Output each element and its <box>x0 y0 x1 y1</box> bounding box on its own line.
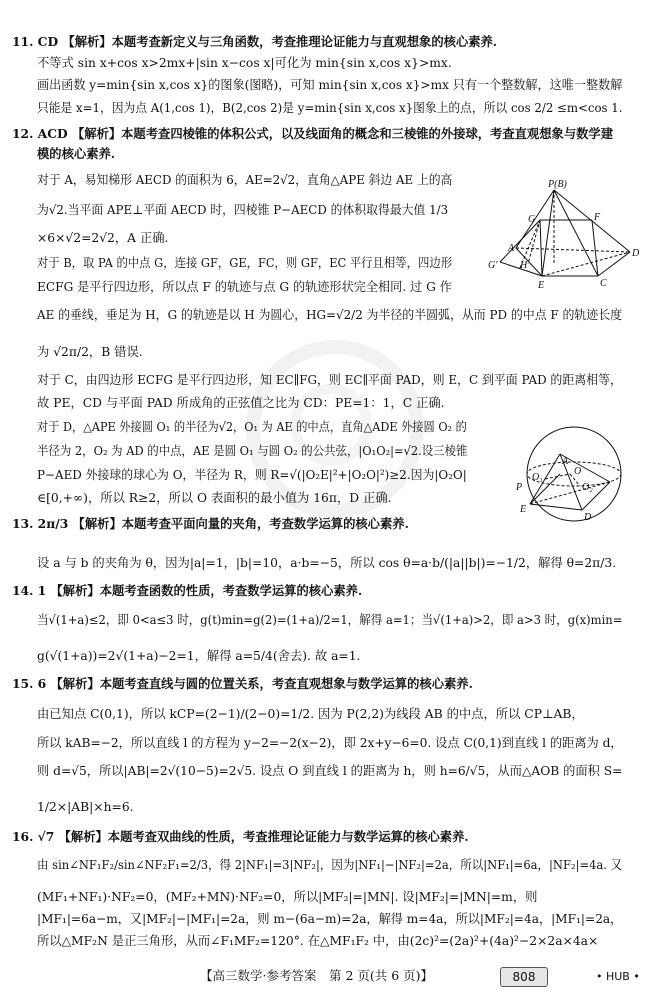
sphere-figure <box>510 424 645 524</box>
text-line: 设 a 与 b 的夹角为 θ，因为|a|=1，|b|=10，a·b=−5，所以 cos θ=a·b/(|a||b|)=−1/2，解得 θ=2π/3. <box>37 556 617 570</box>
text-line: 则 d=√5，所以|AB|=2√(10−5)=2√5. 设点 O 到直线 l 的距离为 h，则 h=6/√5，从而△AOB 的面积 S= <box>37 764 623 778</box>
label-H: H <box>520 260 528 271</box>
text-line: 1/2×|AB|×h=6. <box>37 800 134 814</box>
text-line: 14. 1 【解析】本题考查函数的性质，考查数学运算的核心素养. <box>12 583 363 598</box>
label-E: E <box>538 280 545 291</box>
text-line: 只能是 x=1，因为点 A(1,cos 1)，B(2,cos 2)是 y=min{sin x,cos x}图象上的点，所以 cos 2/2 ≤m<cos 1. <box>37 101 623 115</box>
text-line: 模的核心素养. <box>37 146 116 161</box>
text-line: |MF₁|=6a−m，又|MF₂|−|MF₁|=2a，则 m−(6a−m)=2a，解得 m=4a，所以|MF₂|=4a，|MF₁|=2a， <box>37 912 623 926</box>
label-C: C <box>600 278 607 289</box>
footer-title: 【高三数学·参考答案 第 2 页(共 6 页)】 <box>200 968 434 983</box>
label-G-prime: G' <box>488 260 498 271</box>
text-line: 对于 B，取 PA 的中点 G，连接 GF，GE，FC，则 GF，EC 平行且相等，四边形 <box>37 256 453 270</box>
text-line: 16. √7 【解析】本题考查双曲线的性质，考查推理论证能力与数学运算的核心素养. <box>12 829 469 844</box>
text-line: 当√(1+a)≤2，即 0<a≤3 时，g(t)min=g(2)=(1+a)/2=1，解得 a=1；当√(1+a)>2，即 a>3 时，g(x)min= <box>37 613 623 627</box>
label-P: P(B) <box>548 179 567 190</box>
label-F: F <box>594 212 601 223</box>
footer-tag: • HUB • <box>596 970 640 983</box>
label-A: A <box>508 243 515 254</box>
label-P2: P <box>516 482 523 493</box>
label-O: O <box>574 466 582 477</box>
label-D: D <box>632 248 640 259</box>
text-line: 为√2.当平面 APE⊥平面 AECD 时，四棱锥 P−AECD 的体积取得最大值 1/3 <box>37 203 449 217</box>
text-line: 15. 6 【解析】本题考查直线与圆的位置关系，考查直观想象与数学运算的核心素养. <box>12 676 473 691</box>
label-D2: D <box>584 512 592 523</box>
label-E2: E <box>520 504 527 515</box>
footer-page-number: 808 <box>500 967 548 987</box>
text-line: 为 √2π/2，B 错误. <box>37 345 143 359</box>
text-line: 故 PE，CD 与平面 PAD 所成角的正弦值之比为 CD：PE=1：1，C 正确. <box>37 396 445 410</box>
label-O2: O₂ <box>582 482 593 493</box>
text-line: ECFG 是平行四边形，所以点 F 的轨迹与点 G 的轨迹形状完全相同. 过 G 作 <box>37 280 452 294</box>
text-line: 由 sin∠NF₁F₂/sin∠NF₂F₁=2/3，得 2|NF₁|=3|NF₂|，因为|NF₁|−|NF₂|=2a，所以|NF₁|=6a，|NF₂|=4a. 又 <box>37 858 623 872</box>
text-line: 画出函数 y=min{sin x,cos x}的图象(图略)，可知 min{sin x,cos x}>mx 只有一个整数解，这唯一整数解 <box>37 78 623 92</box>
pyramid-figure <box>480 176 645 296</box>
text-line: ∈[0,+∞)，所以 R≥2，所以 O 表面积的最小值为 16π，D 正确. <box>37 491 392 505</box>
text-line: 所以△MF₂N 是正三角形，从而∠F₁MF₂=120°. 在△MF₁F₂ 中，由(2c)²=(2a)²+(4a)²−2×2a×4a× <box>37 934 599 948</box>
text-line: 12. ACD 【解析】本题考查四棱锥的体积公式，以及线面角的概念和三棱锥的外接球，考查直观想象与数学建 <box>12 126 614 141</box>
text-line: ×6×√2=2√2，A 正确. <box>37 231 169 245</box>
text-line: 半径为 2，O₂ 为 AD 的中点，AE 是圆 O₁ 与圆 O₂ 的公共弦，|O₁O₂|=√2.设三棱锥 <box>37 444 468 458</box>
label-A2: A <box>562 456 569 467</box>
label-G: G <box>528 214 536 225</box>
text-line: P−AED 外接球的球心为 O，半径为 R，则 R=√(|O₂E|²+|O₂O|²)≥2.因为|O₂O| <box>37 468 467 482</box>
text-line: 对于 C，由四边形 ECFG 是平行四边形，知 EC∥FG，则 EC∥平面 PAD，则 E，C 到平面 PAD 的距离相等， <box>37 373 623 387</box>
text-line: 对于 A，易知梯形 AECD 的面积为 6，AE=2√2，直角△APE 斜边 AE 上的高 <box>37 173 453 187</box>
label-O1: O₁ <box>532 472 543 483</box>
text-line: 对于 D，△APE 外接圆 O₁ 的半径为√2，O₁ 为 AE 的中点，直角△ADE 外接圆 O₂ 的 <box>37 420 467 434</box>
text-line: 不等式 sin x+cos x>2mx+|sin x−cos x|可化为 min{sin x,cos x}>mx. <box>37 56 452 70</box>
text-line: 由已知点 C(0,1)，所以 kCP=(2−1)/(2−0)=1/2. 因为 P(2,2)为线段 AB 的中点，所以 CP⊥AB， <box>37 707 584 721</box>
text-line: 11. CD 【解析】本题考查新定义与三角函数，考查推理论证能力与直观想象的核心素养. <box>12 34 498 49</box>
text-line: 13. 2π/3 【解析】本题考查平面向量的夹角，考查数学运算的核心素养. <box>12 516 409 531</box>
text-line: 所以 kAB=−2，所以直线 l 的方程为 y−2=−2(x−2)，即 2x+y−6=0. 设点 C(0,1)到直线 l 的距离为 d， <box>37 736 623 750</box>
text-line: AE 的垂线，垂足为 H，G 的轨迹是以 H 为圆心，HG=√2/2 为半径的半圆弧，从而 PD 的中点 F 的轨迹长度 <box>37 308 623 322</box>
text-line: (MF₁+NF₁)·NF₂=0，(MF₂+MN)·NF₂=0，所以|MF₂|=|MN|. 设|MF₂|=|MN|=m，则 <box>37 890 538 904</box>
text-line: g(√(1+a))=2√(1+a)−2=1，解得 a=5/4(舍去). 故 a=1. <box>37 649 361 663</box>
